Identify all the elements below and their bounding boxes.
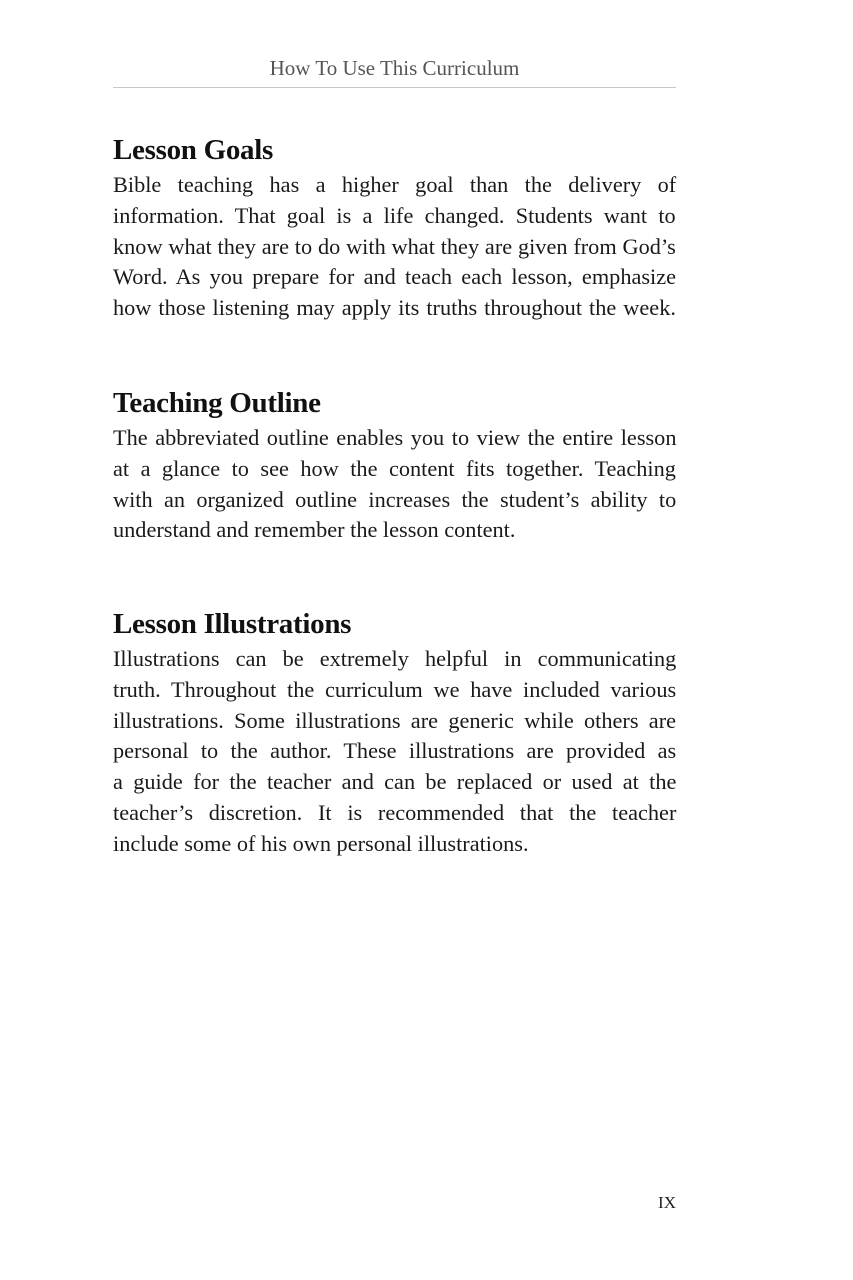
section-heading: Lesson Illustrations bbox=[113, 608, 352, 640]
body-line: include some of his own personal illustrations. bbox=[113, 830, 529, 856]
body-line: with an organized outline increases the student’s ability to bbox=[113, 486, 677, 512]
body-line: Illustrations can be extremely helpful in communicating bbox=[113, 646, 677, 671]
body-line: illustrations. Some illustrations are generic while others are bbox=[113, 707, 677, 733]
body-line: how those listening may apply its truths throughout the week. bbox=[113, 295, 676, 321]
body-line: at a glance to see how the content fits together. Teaching bbox=[113, 455, 676, 481]
body-line: a guide for the teacher and can be replaced or used at the bbox=[113, 769, 677, 795]
body-line: personal to the author. These illustrations are provided as bbox=[113, 738, 677, 764]
running-head: How To Use This Curriculum bbox=[269, 56, 520, 80]
body-line: Bible teaching has a higher goal than the delivery of bbox=[113, 172, 677, 197]
section-lesson-illustrations bbox=[113, 604, 676, 860]
body-line: truth. Throughout the curriculum we have included various bbox=[113, 676, 677, 702]
section-body bbox=[113, 644, 676, 860]
body-line: know what they are to do with what they are given from God’s bbox=[113, 233, 676, 259]
section-body bbox=[113, 423, 676, 546]
body-line: teacher’s discretion. It is recommended that the teacher bbox=[113, 799, 677, 825]
section-lesson-goals bbox=[113, 130, 676, 324]
body-line: understand and remember the lesson content. bbox=[113, 517, 516, 543]
section-body bbox=[113, 170, 676, 324]
header-rule bbox=[113, 87, 676, 88]
body-line: The abbreviated outline enables you to view the entire lesson bbox=[113, 425, 677, 450]
section-heading: Lesson Goals bbox=[113, 134, 273, 166]
body-line: Word. As you prepare for and teach each lesson, emphasize bbox=[113, 264, 677, 290]
body-line: information. That goal is a life changed. Students want to bbox=[113, 202, 676, 228]
section-teaching-outline bbox=[113, 383, 676, 546]
section-heading: Teaching Outline bbox=[113, 387, 321, 419]
page-number: IX bbox=[658, 1193, 676, 1212]
